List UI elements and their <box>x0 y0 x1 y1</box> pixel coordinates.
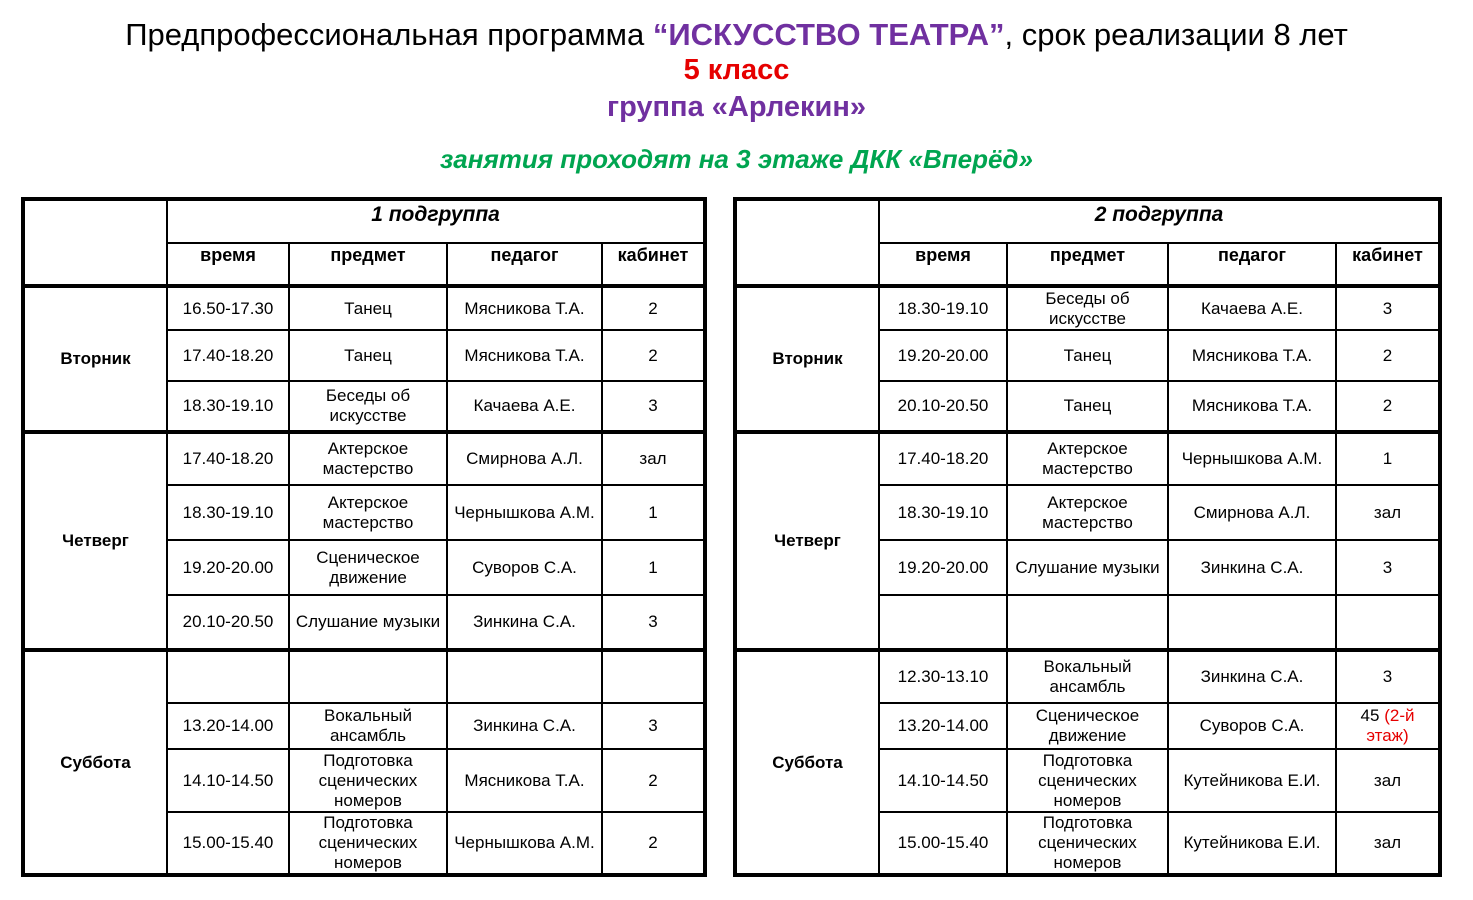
subject-cell: Слушание музыки <box>1007 540 1168 595</box>
teacher-cell: Чернышкова А.М. <box>447 812 602 875</box>
room-cell <box>602 650 705 703</box>
time-cell: 13.20-14.00 <box>879 703 1007 749</box>
time-cell: 19.20-20.00 <box>879 540 1007 595</box>
room-cell <box>602 812 705 875</box>
room-number: 2 <box>648 345 658 365</box>
subject-cell <box>289 650 447 703</box>
room-cell <box>602 432 705 485</box>
time-cell: 20.10-20.50 <box>167 595 289 650</box>
subject-cell: Сценическое движение <box>1007 703 1168 749</box>
time-cell: 14.10-14.50 <box>879 749 1007 812</box>
subject-cell: Актерское мастерство <box>1007 485 1168 540</box>
room-cell <box>1336 286 1440 330</box>
group-label: группа «Арлекин» <box>607 91 866 123</box>
table-row <box>23 286 705 330</box>
teacher-cell: Мясникова Т.А. <box>447 749 602 812</box>
room-number: зал <box>639 449 667 468</box>
program-title-suffix: , срок реализации 8 лет <box>1004 17 1348 52</box>
subject-cell: Подготовка сценических номеров <box>289 812 447 875</box>
program-title-prefix: Предпрофессиональная программа <box>125 17 653 52</box>
room-number: 2 <box>1382 396 1393 415</box>
teacher-cell: Зинкина С.А. <box>447 703 602 749</box>
table-row <box>735 286 1440 330</box>
room-number: 2 <box>648 298 658 318</box>
room-cell <box>602 749 705 812</box>
room-number: 3 <box>648 612 658 631</box>
column-header-teacher: педагог <box>447 243 602 286</box>
table-row <box>735 650 1440 703</box>
subject-cell: Актерское мастерство <box>289 432 447 485</box>
room-number: 2 <box>1382 345 1393 365</box>
room-cell <box>1336 540 1440 595</box>
time-cell: 16.50-17.30 <box>167 286 289 330</box>
subject-cell: Подготовка сценических номеров <box>1007 749 1168 812</box>
column-header-time: время <box>167 243 289 286</box>
subject-cell: Танец <box>1007 330 1168 381</box>
subject-cell: Танец <box>289 330 447 381</box>
column-header-room: кабинет <box>1336 243 1440 286</box>
subgroup-title: 2 подгруппа <box>879 199 1440 243</box>
schedule-table-subgroup-2 <box>733 197 1442 877</box>
time-cell: 18.30-19.10 <box>167 381 289 432</box>
subject-cell: Танец <box>289 286 447 330</box>
subject-cell: Подготовка сценических номеров <box>1007 812 1168 875</box>
teacher-cell: Чернышкова А.М. <box>1168 432 1336 485</box>
time-cell: 19.20-20.00 <box>879 330 1007 381</box>
subject-cell: Подготовка сценических номеров <box>289 749 447 812</box>
room-number: 1 <box>648 502 658 522</box>
time-cell: 12.30-13.10 <box>879 650 1007 703</box>
program-title <box>0 16 1473 54</box>
column-header-subject: предмет <box>1007 243 1168 286</box>
table-row <box>23 432 705 485</box>
teacher-cell: Зинкина С.А. <box>1168 650 1336 703</box>
room-cell <box>602 540 705 595</box>
time-cell: 14.10-14.50 <box>167 749 289 812</box>
room-cell <box>602 381 705 432</box>
room-cell <box>602 703 705 749</box>
room-number: зал <box>1373 502 1402 522</box>
subject-cell: Танец <box>1007 381 1168 432</box>
room-cell <box>602 286 705 330</box>
subject-cell: Беседы об искусстве <box>1007 286 1168 330</box>
program-name: “ИСКУССТВО ТЕАТРА” <box>652 17 1005 52</box>
room-cell <box>602 485 705 540</box>
room-cell <box>1336 650 1440 703</box>
day-label: Суббота <box>735 650 879 875</box>
time-cell: 18.30-19.10 <box>879 286 1007 330</box>
room-number: 3 <box>648 716 658 735</box>
room-number: 3 <box>648 396 658 415</box>
teacher-cell: Суворов С.А. <box>1168 703 1336 749</box>
room-cell <box>1336 381 1440 432</box>
teacher-cell: Смирнова А.Л. <box>1168 485 1336 540</box>
time-cell: 20.10-20.50 <box>879 381 1007 432</box>
subject-cell <box>1007 595 1168 650</box>
time-cell <box>167 650 289 703</box>
schedule-table-subgroup-1 <box>21 197 707 877</box>
day-label: Четверг <box>735 432 879 650</box>
teacher-cell: Зинкина С.А. <box>447 595 602 650</box>
time-cell: 13.20-14.00 <box>167 703 289 749</box>
day-label: Вторник <box>23 286 167 432</box>
subject-cell: Вокальный ансамбль <box>1007 650 1168 703</box>
room-cell <box>1336 432 1440 485</box>
room-number: 3 <box>1382 557 1393 577</box>
subject-cell: Актерское мастерство <box>289 485 447 540</box>
room-cell <box>1336 485 1440 540</box>
room-number: 3 <box>1382 298 1393 318</box>
table-row <box>23 650 705 703</box>
teacher-cell <box>1168 595 1336 650</box>
table-row <box>735 432 1440 485</box>
teacher-cell: Кутейникова Е.И. <box>1168 749 1336 812</box>
subject-cell: Вокальный ансамбль <box>289 703 447 749</box>
day-label: Вторник <box>735 286 879 432</box>
day-label: Суббота <box>23 650 167 875</box>
room-cell <box>602 595 705 650</box>
teacher-cell: Мясникова Т.А. <box>1168 330 1336 381</box>
teacher-cell: Мясникова Т.А. <box>1168 381 1336 432</box>
teacher-cell: Качаева А.Е. <box>1168 286 1336 330</box>
time-cell: 17.40-18.20 <box>879 432 1007 485</box>
subgroup-title: 1 подгруппа <box>167 199 705 243</box>
time-cell: 15.00-15.40 <box>167 812 289 875</box>
room-number: 3 <box>1382 667 1393 686</box>
room-number: 1 <box>1382 449 1393 468</box>
teacher-cell: Качаева А.Е. <box>447 381 602 432</box>
class-label: 5 класс <box>683 54 790 86</box>
corner-cell <box>735 199 879 286</box>
room-number: 1 <box>648 557 658 577</box>
column-header-time: время <box>879 243 1007 286</box>
room-cell <box>1336 749 1440 812</box>
day-label: Четверг <box>23 432 167 650</box>
location-note: занятия проходят на 3 этаже ДКК «Вперёд» <box>440 144 1033 174</box>
time-cell: 18.30-19.10 <box>879 485 1007 540</box>
room-number: зал <box>1373 770 1402 790</box>
room-number: 2 <box>648 833 658 852</box>
teacher-cell: Зинкина С.А. <box>1168 540 1336 595</box>
room-cell <box>602 330 705 381</box>
column-header-teacher: педагог <box>1168 243 1336 286</box>
teacher-cell <box>447 650 602 703</box>
time-cell: 17.40-18.20 <box>167 330 289 381</box>
column-header-subject: предмет <box>289 243 447 286</box>
room-note: (2-й этаж) <box>1366 706 1415 745</box>
room-cell <box>1336 703 1440 749</box>
subject-cell: Беседы об искусстве <box>289 381 447 432</box>
column-header-room: кабинет <box>602 243 705 286</box>
room-cell <box>1336 812 1440 875</box>
subject-cell: Актерское мастерство <box>1007 432 1168 485</box>
teacher-cell: Кутейникова Е.И. <box>1168 812 1336 875</box>
teacher-cell: Суворов С.А. <box>447 540 602 595</box>
time-cell: 18.30-19.10 <box>167 485 289 540</box>
room-cell <box>1336 595 1440 650</box>
room-number: 2 <box>648 770 658 790</box>
teacher-cell: Чернышкова А.М. <box>447 485 602 540</box>
room-cell <box>1336 330 1440 381</box>
teacher-cell: Смирнова А.Л. <box>447 432 602 485</box>
time-cell: 17.40-18.20 <box>167 432 289 485</box>
room-number: 45 <box>1360 706 1380 725</box>
time-cell <box>879 595 1007 650</box>
subject-cell: Слушание музыки <box>289 595 447 650</box>
subject-cell: Сценическое движение <box>289 540 447 595</box>
time-cell: 19.20-20.00 <box>167 540 289 595</box>
teacher-cell: Мясникова Т.А. <box>447 286 602 330</box>
time-cell: 15.00-15.40 <box>879 812 1007 875</box>
teacher-cell: Мясникова Т.А. <box>447 330 602 381</box>
room-number: зал <box>1373 833 1402 852</box>
corner-cell <box>23 199 167 286</box>
